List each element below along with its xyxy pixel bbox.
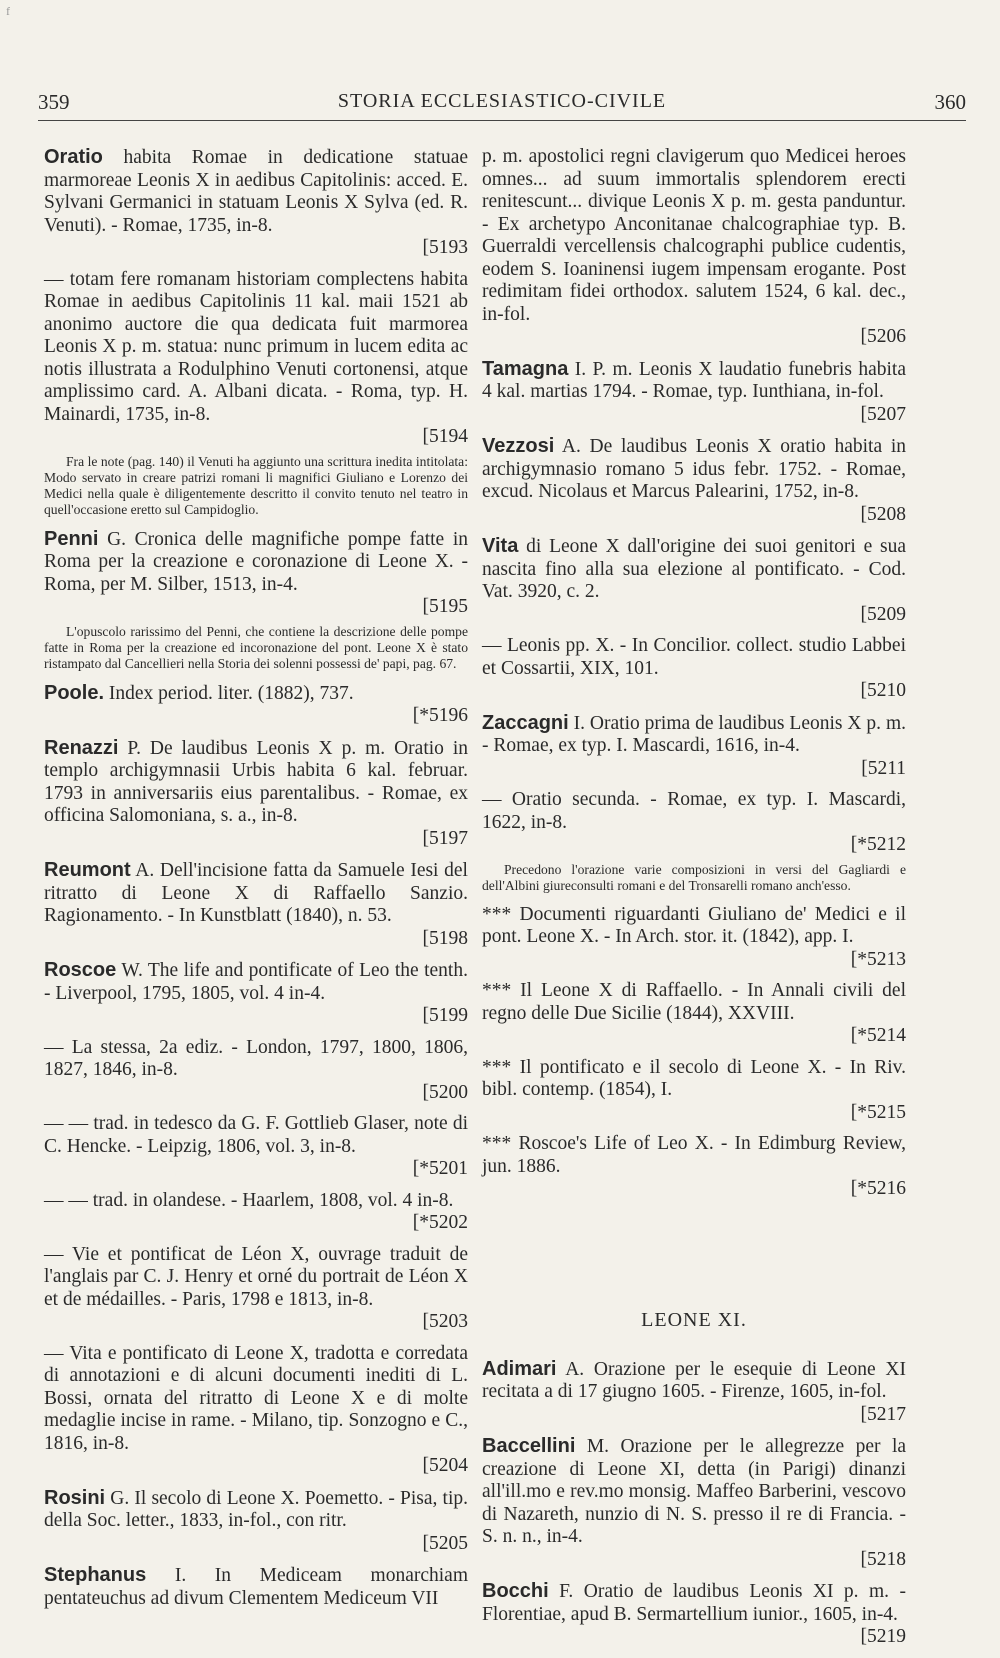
bibliography-entry [44, 528, 468, 619]
entry-text: A. De laudibus Leonis X oratio habita in archigymnasio romano 5 idus febr. 1752. - Romae, excud. Nicolaus et Marcus Palearini, 1752, in-8. [482, 436, 906, 502]
entry-number: [5218 [860, 1548, 906, 1570]
entry-number: [5219 [860, 1626, 906, 1647]
entry-text: di Leone X dall'origine dei suoi genitori e sua nascita fino alla sua elezione al pontificato. - Cod. Vat. 3920, c. 2. [482, 536, 907, 602]
entry-number: [5210 [860, 680, 906, 701]
entry-number: [5197 [422, 827, 468, 849]
entry-headword: Reumont [44, 859, 131, 881]
entry-headword: Bocchi [482, 1580, 549, 1602]
right-entries [482, 146, 906, 1201]
bibliography-entry [482, 904, 906, 972]
entry-headword: Baccellini [482, 1435, 576, 1457]
entry-text: I. P. m. Leonis X laudatio funebris habita 4 kal. martias 1794. - Romae, typ. Iunthiana, in-fol. [482, 358, 907, 402]
entry-number: [*5212 [850, 834, 906, 855]
entry-text: M. Orazione per le allegrezze per la creazione di Leone XI, detta (in Parigi) dinanzi all'ill.mo e rev.mo monsig. Maffeo Barberini, vescovo di Nazareth, nunzio di N. S. presso il re di Francia. - S. n. n., in-4. [482, 1436, 907, 1547]
bibliography-entry [482, 1580, 906, 1649]
entry-number: [5198 [422, 927, 468, 949]
entry-number: [5211 [861, 757, 906, 779]
running-title: STORIA ECCLESIASTICO-CIVILE [337, 90, 667, 112]
entry-number: [5206 [860, 326, 906, 347]
entry-number: [*5202 [412, 1212, 468, 1233]
right-column [482, 146, 906, 1658]
entry-text: W. The life and pontificate of Leo the tenth. - Liverpool, 1795, 1805, vol. 4 in-4. [44, 960, 468, 1004]
entry-text: P. De laudibus Leonis X p. m. Oratio in templo archigymnasii Urbis habita 6 kal. februar. 1793 in anniversariis eius parentalibus. - Romae, ex officina Salomoniana, s. a., in-8. [44, 737, 469, 826]
entry-number: [5203 [422, 1311, 468, 1332]
bibliography-entry [482, 435, 906, 526]
entry-text: F. Oratio de laudibus Leonis XI p. m. - Florentiae, apud B. Sermartellium iunior., 1605, in-4. [482, 1581, 906, 1625]
bibliography-entry [44, 146, 468, 260]
entry-text: *** Roscoe's Life of Leo X. - In Edimburg Review, jun. 1886. [482, 1133, 906, 1177]
entry-headword: Oratio [44, 146, 103, 168]
bibliography-entry [482, 980, 906, 1048]
entry-number: [*5196 [412, 705, 468, 726]
bibliography-entry [44, 1244, 468, 1334]
entry-text: — — trad. in tedesco da G. F. Gottlieb Glaser, note di C. Hencke. - Leipzig, 1806, vol. 3, in-8. [44, 1113, 468, 1157]
entry-headword: Vezzosi [482, 435, 555, 457]
entry-number: [5199 [422, 1005, 468, 1026]
bibliography-entry [44, 959, 468, 1028]
page-number-left: 359 [38, 90, 70, 114]
bibliography-entry [482, 712, 906, 781]
bibliography-entry [482, 146, 906, 349]
entry-headword: Roscoe [44, 959, 117, 981]
entry-headword: Tamagna [482, 357, 569, 380]
bibliography-entry [44, 1190, 468, 1235]
entry-number: [5204 [422, 1455, 468, 1476]
entry-headword: Adimari [482, 1357, 557, 1380]
entry-text: G. Cronica delle magnifiche pompe fatte in Roma per la creazione e coronazione di Leone X. - Roma, per M. Silber, 1513, in-4. [44, 528, 468, 595]
bibliography-entry [482, 1435, 906, 1571]
entry-number: [5193 [422, 237, 468, 258]
entry-text: *** Il pontificato e il secolo di Leone X. - In Riv. bibl. contemp. (1854), I. [482, 1056, 906, 1100]
entry-number: [*5213 [850, 948, 906, 970]
entry-headword: Stephanus [44, 1564, 147, 1586]
entry-number: [*5215 [850, 1101, 906, 1123]
entry-note: L'opuscolo rarissimo del Penni, che contiene la descrizione delle pompe fatte in Roma per la creazione ed incoronazione del pont. Leone X è stato ristampato dal Cancellieri nella Storia dei solenni possessi de' papi, pag. 67. [44, 623, 468, 671]
entry-headword: Poole. [44, 681, 105, 704]
entry-note: Precedono l'orazione varie composizioni in versi del Gagliardi e dell'Albini giureconsulti romani e del Tronsarelli romano anch'esso. [482, 861, 906, 893]
bibliography-entry [44, 1487, 468, 1556]
entry-text: — Leonis pp. X. - In Concilior. collect. studio Labbei et Cossartii, XIX, 101. [482, 635, 906, 679]
bibliography-entry [44, 1113, 468, 1181]
entry-headword: Rosini [44, 1486, 106, 1509]
entry-number: [5209 [860, 603, 906, 625]
bibliography-entry [482, 1133, 906, 1201]
left-column [44, 146, 468, 1619]
entry-headword: Penni [44, 527, 99, 550]
bibliography-entry [44, 737, 468, 851]
entry-text: *** Il Leone X di Raffaello. - In Annali civili del regno delle Due Sicilie (1844), XXVIII. [482, 980, 906, 1024]
entry-text: Index period. liter. (1882), 737. [108, 682, 354, 704]
entry-headword: Vita [482, 535, 519, 557]
entry-number: [*5214 [850, 1025, 906, 1046]
entry-number: [*5201 [412, 1158, 468, 1179]
page-number-right: 360 [934, 90, 966, 114]
entry-number: [5200 [422, 1081, 468, 1103]
entry-number: [*5216 [850, 1178, 906, 1199]
entry-text: — totam fere romanam historiam complectens habita Romae in aedibus Capitolinis 11 kal. maii 1521 ab anonimo auctore die qua dedicata fuit marmorea Leonis X p. m. statua: nunc primum in lucem edita ac notis illustrata a Rodulphino Venuti cortonensi, atque amplissimo card. A. Albani dicata. - Roma, typ. H. Mainardi, 1735, in-8. [44, 268, 468, 425]
entry-text: I. In Mediceam monarchiam pentateuchus ad divum Clementem Mediceum VII [44, 1565, 468, 1609]
entry-number: [5208 [860, 503, 906, 525]
entry-text: p. m. apostolici regni clavigerum quo Medicei heroes omnes... ad suum immortalis splendorem erecti renitescunt... divique Leonis X p. m. gesta panduntur. - Ex archetypo Anconitanae chalcographiae typ. B. Guerraldi vercellensis chalcographi publice cudentis, eodem S. Ioaninensi iugem impensam erogante. Post redimitam fidei orthodox. salutem 1524, 6 kal. dec., in-fol. [482, 146, 906, 325]
entry-text: — La stessa, 2a ediz. - London, 1797, 1800, 1806, 1827, 1846, in-8. [44, 1036, 468, 1080]
entry-text: — Vie et pontificat de Léon X, ouvrage traduit de l'anglais par C. J. Henry et orné du portrait de Léon X et de médailles. - Paris, 1798 e 1813, in-8. [44, 1243, 468, 1310]
bibliography-entry [482, 535, 906, 626]
entry-text: — — trad. in olandese. - Haarlem, 1808, vol. 4 in-8. [44, 1189, 454, 1211]
bibliography-entry [44, 859, 468, 950]
entry-text: A. Dell'incisione fatta da Samuele Iesi del ritratto di Leone X di Raffaello Sanzio. Ragionamento. - In Kunstblatt (1840), n. 53. [44, 860, 468, 926]
entry-number: [5205 [422, 1532, 468, 1554]
page-header [38, 90, 966, 121]
entry-headword: Zaccagni [482, 711, 569, 734]
right-entries-leone-xi [482, 1358, 906, 1649]
entry-note: Fra le note (pag. 140) il Venuti ha aggiunto una scrittura inedita intitolata: Modo servato in creare patrizi romani li magnifici Giuliano e Lorenzo dei Medici nella quale è diligentemente descritto il convito tenuto nel teatro in quell'occasione eretto sul Campidoglio. [44, 453, 468, 517]
bibliography-entry [44, 682, 468, 728]
entry-number: [5207 [860, 403, 906, 425]
entry-text: — Vita e pontificato di Leone X, tradotta e corredata di annotazioni e di alcuni documenti inediti di L. Bossi, ornata del ritratto di Leone X e di molte medaglie incise in rame. - Milano, tip. Sonzogno e C., 1816, in-8. [44, 1342, 468, 1454]
bibliography-entry [482, 789, 906, 857]
bibliography-entry [44, 269, 468, 449]
corner-mark: f [6, 4, 10, 18]
entry-text: I. Oratio prima de laudibus Leonis X p. m. - Romae, ex typ. I. Mascardi, 1616, in-4. [482, 712, 907, 756]
entry-number: [5195 [422, 596, 468, 617]
bibliography-entry [482, 358, 906, 427]
bibliography-entry [482, 1358, 906, 1427]
bibliography-entry [44, 1343, 468, 1478]
entry-text: habita Romae in dedicatione statuae marmoreae Leonis X in aedibus Capitolinis: acced. E. Sylvani Germanici in statuam Leonis X Sylva (ed. R. Venuti). - Romae, 1735, in-8. [44, 147, 469, 236]
bibliography-entry [482, 635, 906, 703]
entry-number: [5194 [422, 426, 468, 447]
bibliography-entry [44, 1564, 468, 1610]
entry-number: [5217 [860, 1403, 906, 1425]
bibliography-entry [482, 1057, 906, 1125]
entry-headword: Renazzi [44, 736, 119, 759]
entry-text: G. Il secolo di Leone X. Poemetto. - Pisa, tip. della Soc. letter., 1833, in-fol., con ritr. [44, 1487, 469, 1531]
bibliography-entry [44, 1037, 468, 1105]
entry-text: A. Orazione per le esequie di Leone XI recitata a di 17 giugno 1605. - Firenze, 1605, in-fol. [482, 1358, 906, 1402]
entry-text: — Oratio secunda. - Romae, ex typ. I. Mascardi, 1622, in-8. [482, 789, 906, 833]
entry-text: *** Documenti riguardanti Giuliano de' Medici e il pont. Leone X. - In Arch. stor. it. (1842), app. I. [482, 903, 906, 947]
section-title: LEONE XI. [641, 1308, 747, 1331]
